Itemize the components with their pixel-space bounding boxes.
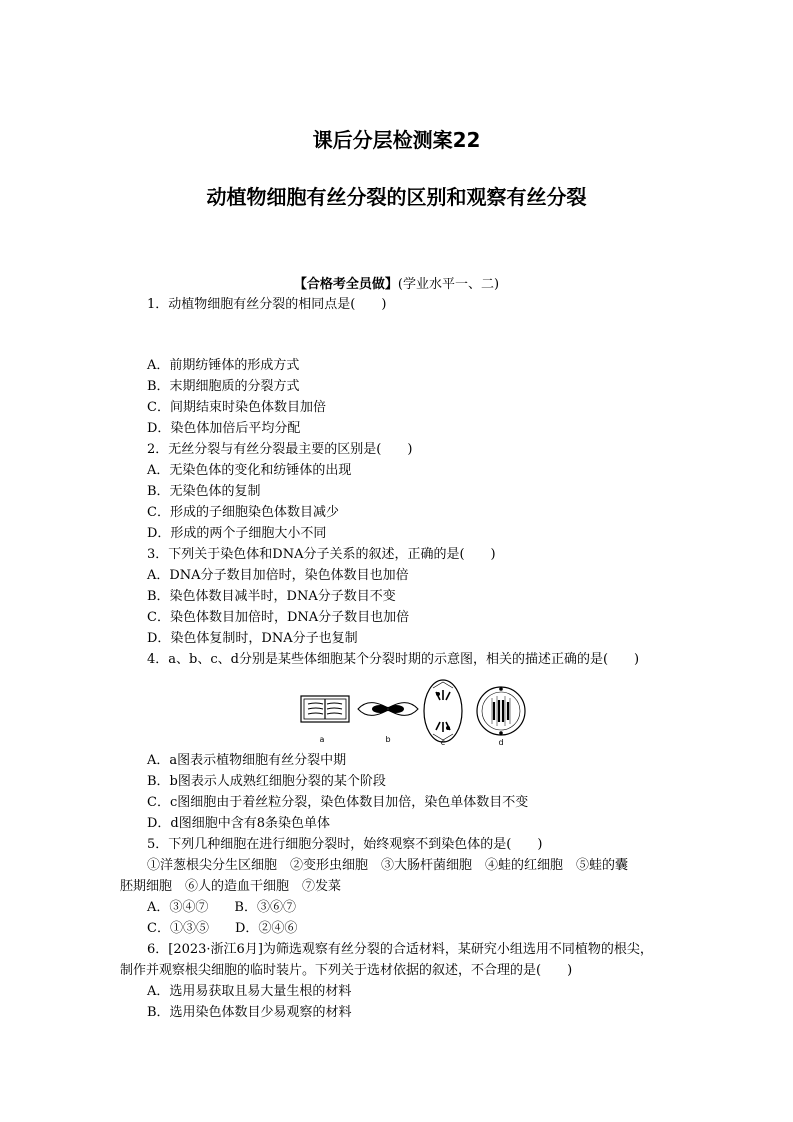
q5-list-line2: 胚期细胞 ⑥人的造血干细胞 ⑦发菜 xyxy=(120,879,342,894)
section-label: 【合格考全员做】 xyxy=(293,277,398,292)
figure-label-a: a xyxy=(319,735,325,744)
q4-option-d: D．d图细胞中含有8条染色单体 xyxy=(147,816,331,831)
figure-a-plant-cell xyxy=(301,696,349,722)
q1-stem: 1．动植物细胞有丝分裂的相同点是( ) xyxy=(147,297,387,312)
q6-option-b: B．选用染色体数目少易观察的材料 xyxy=(147,1005,352,1020)
q5-options-ab: A．③④⑦ B．③⑥⑦ xyxy=(147,900,296,915)
figure-c-animal-cell xyxy=(424,680,462,742)
q6-option-a: A．选用易获取且易大量生根的材料 xyxy=(147,984,352,999)
figure-label-c: c xyxy=(440,738,446,746)
q5-list-line1: ①洋葱根尖分生区细胞 ②变形虫细胞 ③大肠杆菌细胞 ④蛙的红细胞 ⑤蛙的囊 xyxy=(147,858,629,873)
page-subtitle: 动植物细胞有丝分裂的区别和观察有丝分裂 xyxy=(206,185,587,209)
q6-stem-line2: 制作并观察根尖细胞的临时装片。下列关于选材依据的叙述，不合理的是( ) xyxy=(120,963,573,978)
q1-option-a: A．前期纺锤体的形成方式 xyxy=(147,358,300,373)
q1-option-d: D．染色体加倍后平均分配 xyxy=(147,421,301,436)
q4-option-a: A．a图表示植物细胞有丝分裂中期 xyxy=(147,753,347,768)
q3-stem: 3．下列关于染色体和DNA分子关系的叙述，正确的是( ) xyxy=(147,547,496,562)
q3-option-a: A．DNA分子数目加倍时，染色体数目也加倍 xyxy=(147,568,409,583)
figure-b-amitosis-cell xyxy=(358,703,418,716)
q1-option-b: B．末期细胞质的分裂方式 xyxy=(147,379,300,394)
q4-stem: 4．a、b、c、d分别是某些体细胞某个分裂时期的示意图，相关的描述正确的是( ) xyxy=(147,652,640,667)
section-heading xyxy=(0,273,793,292)
cell-division-figure xyxy=(296,676,532,746)
figure-label-b: b xyxy=(385,735,391,744)
figure-d-animal-cell xyxy=(477,687,525,735)
q2-option-b: B．无染色体的复制 xyxy=(147,484,261,499)
q4-option-b: B．b图表示人成熟红细胞分裂的某个阶段 xyxy=(147,774,386,789)
figure-label-d: d xyxy=(498,738,504,746)
page-title: 课后分层检测案22 xyxy=(312,128,481,152)
q3-option-b: B．染色体数目减半时，DNA分子数目不变 xyxy=(147,589,396,604)
q4-option-c: C．c图细胞由于着丝粒分裂，染色体数目加倍，染色单体数目不变 xyxy=(147,795,529,810)
q2-option-d: D．形成的两个子细胞大小不同 xyxy=(147,526,327,541)
q3-option-d: D．染色体复制时，DNA分子也复制 xyxy=(147,631,358,646)
q6-stem-line1: 6．[2023·浙江6月]为筛选观察有丝分裂的合适材料，某研究小组选用不同植物的根尖， xyxy=(147,942,653,957)
section-note: (学业水平一、二) xyxy=(397,277,500,292)
q5-stem: 5．下列几种细胞在进行细胞分裂时，始终观察不到染色体的是( ) xyxy=(147,837,543,852)
q2-option-c: C．形成的子细胞染色体数目减少 xyxy=(147,505,339,520)
q2-stem: 2．无丝分裂与有丝分裂最主要的区别是( ) xyxy=(147,442,413,457)
q1-option-c: C．间期结束时染色体数目加倍 xyxy=(147,400,326,415)
q2-option-a: A．无染色体的变化和纺锤体的出现 xyxy=(147,463,352,478)
q5-options-cd: C．①③⑤ D．②④⑥ xyxy=(147,921,298,936)
q3-option-c: C．染色体数目加倍时，DNA分子数目也加倍 xyxy=(147,610,410,625)
